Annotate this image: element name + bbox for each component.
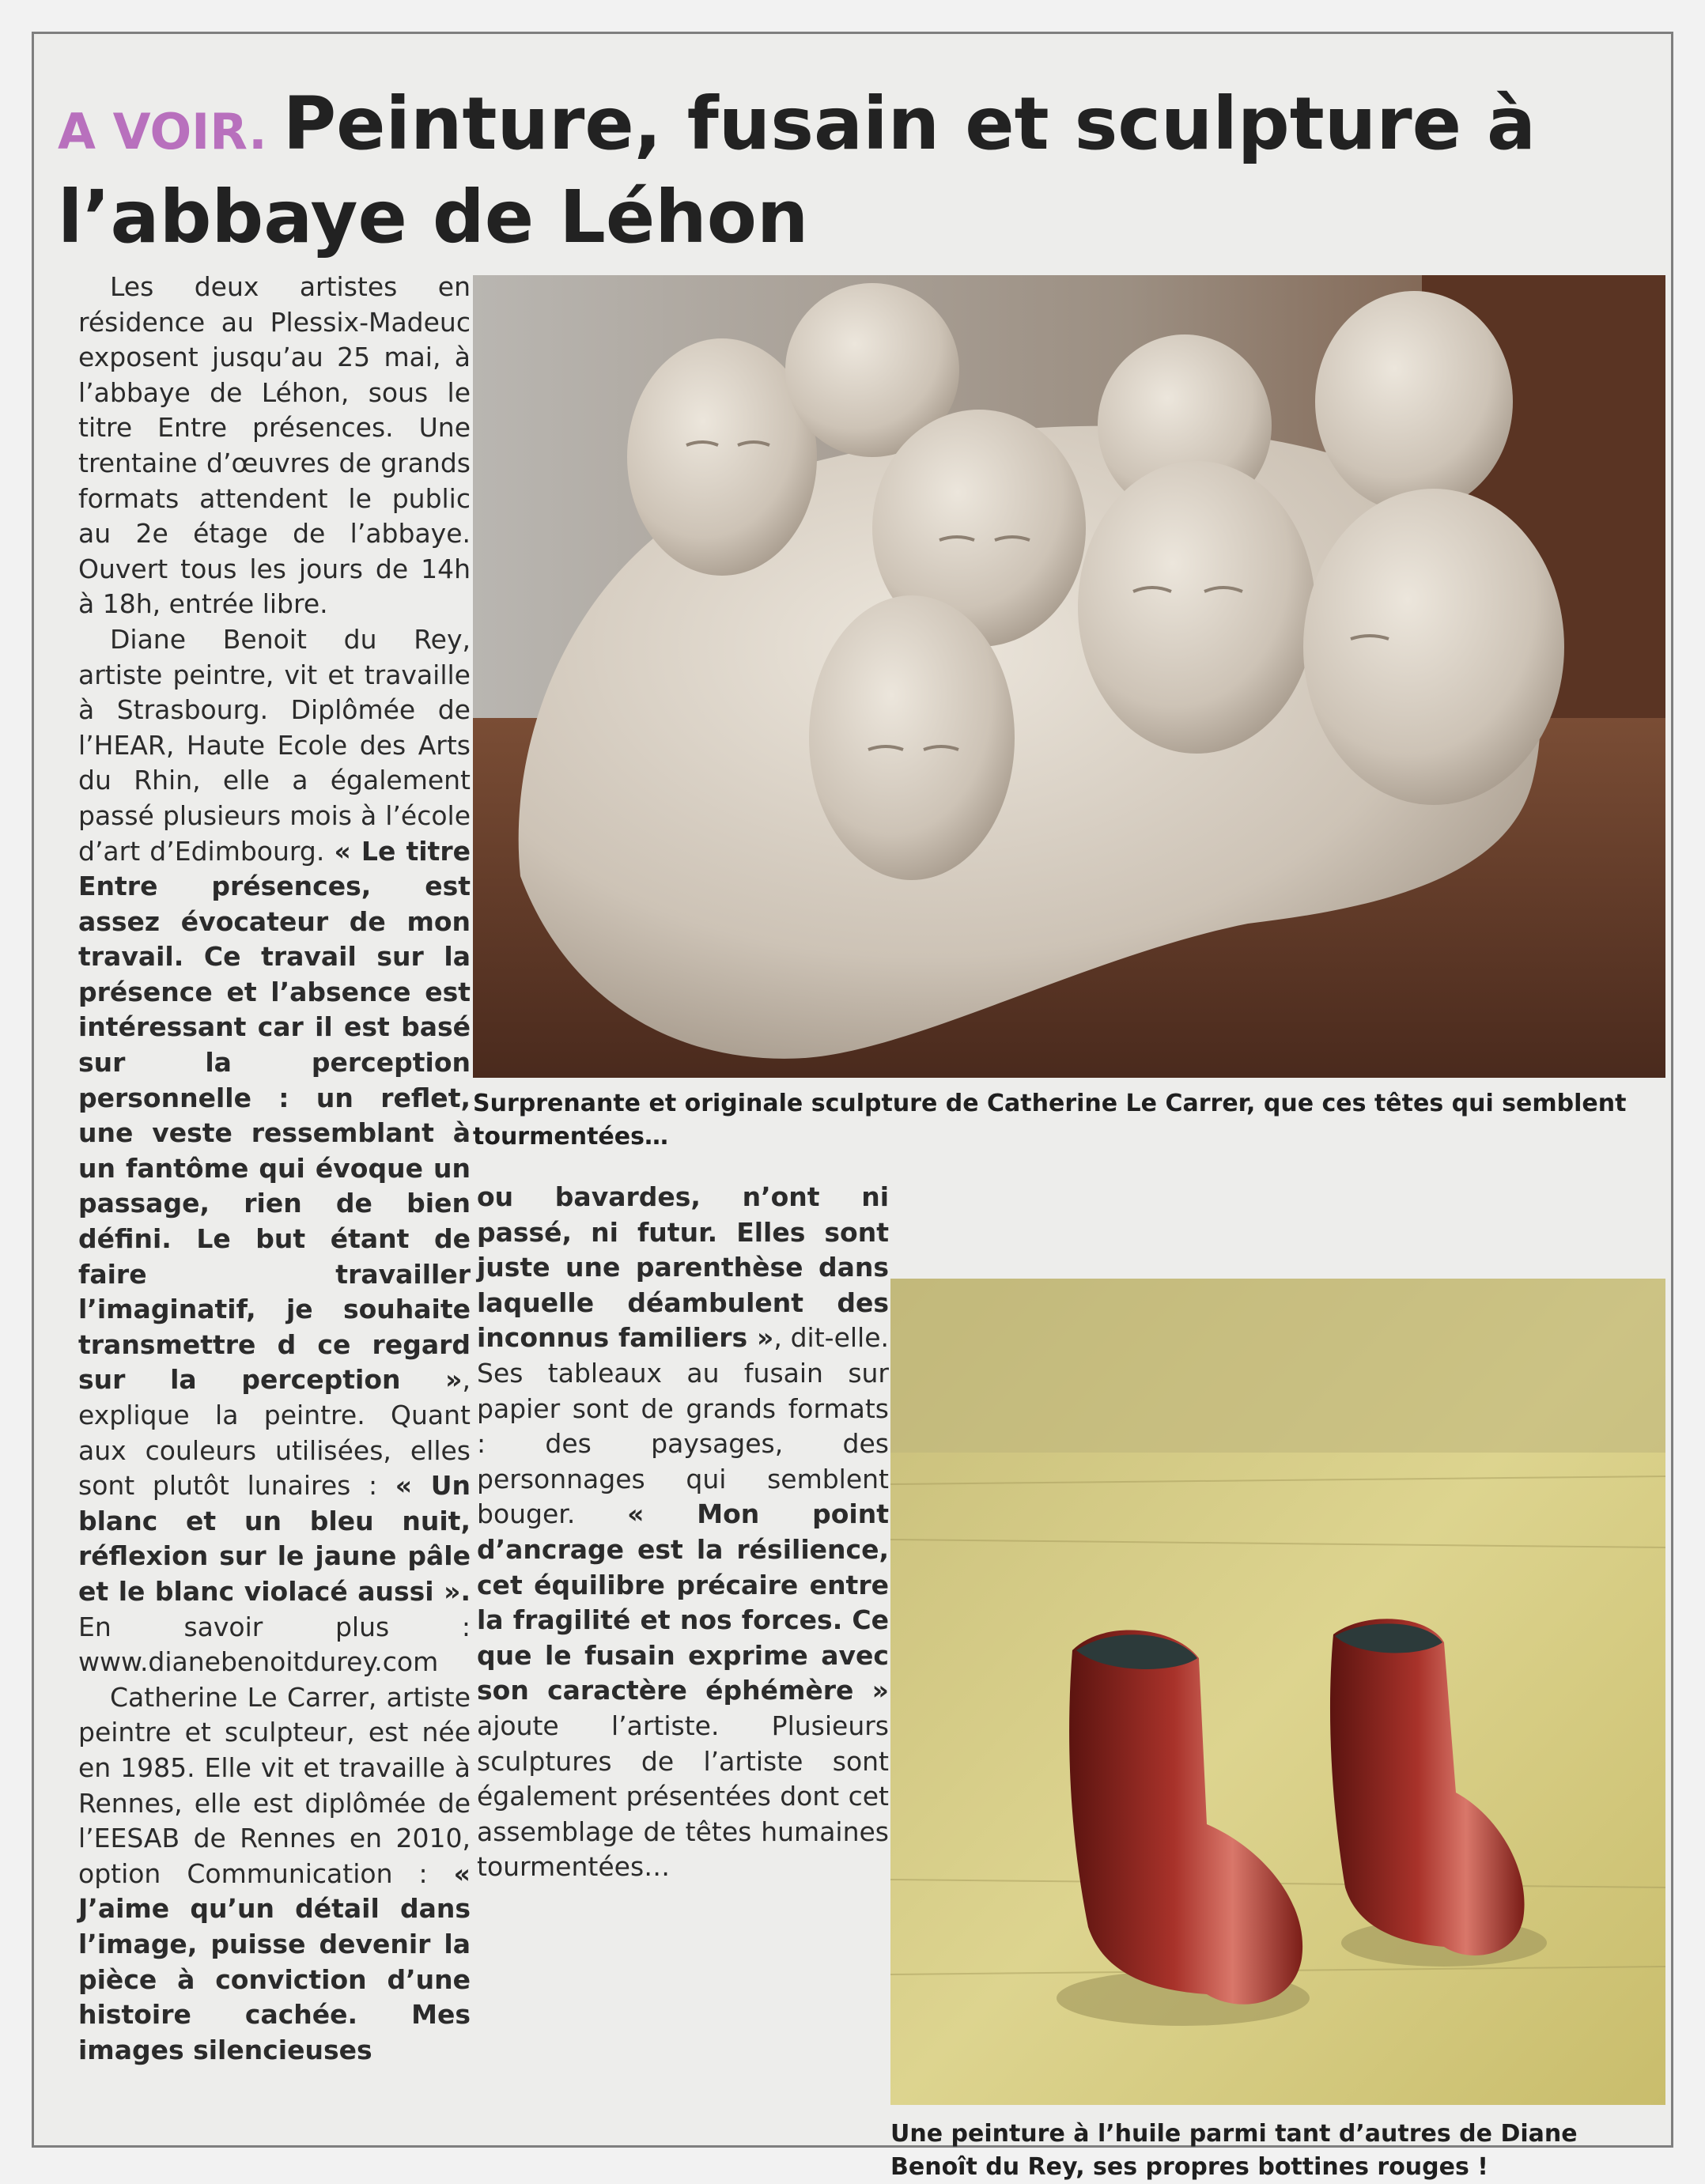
caption-painting: Une peinture à l’huile parmi tant d’autres de Diane Benoît du Rey, ses propres bottines rouges ! xyxy=(890,2120,1578,2181)
paragraph-text: En savoir plus : www.dianebenoitdurey.com xyxy=(78,1611,471,1678)
article-column-left xyxy=(78,270,471,2068)
paragraph-text: , explique la peintre. Quant aux couleurs utilisées, elles sont plutôt lunaires : xyxy=(78,1364,471,1502)
artist-name-catherine: Catherine Le Carrer, xyxy=(110,1681,377,1713)
paragraph-text: artiste peintre, vit et travaille à Strasbourg. Diplômée de l’HEAR, Haute Ecole des Arts du Rhin, elle a également passé plusieurs mois à l’école d’art d’Edimbourg. xyxy=(78,659,471,867)
paragraph-diane xyxy=(78,622,471,1680)
headline xyxy=(58,81,1560,260)
boots-painting xyxy=(890,1279,1665,2105)
quote: « Mon point d’ancrage est la résilience, cet équilibre précaire entre la fragilité et nos forces. Ce que le fusain exprime avec son caractère éphémère » xyxy=(477,1498,889,1706)
paragraph-intro: Les deux artistes en résidence au Plessix-Madeuc exposent jusqu’au 25 mai, à l’abbaye de Léhon, sous le titre Entre présences. Une trentaine d’œuvres de grands formats attendent le public au 2e étage de l’abbaye. Ouvert tous les jours de 14h à 18h, entrée libre. xyxy=(78,271,471,620)
headline-title: Peinture, fusain et sculpture à l’abbaye de Léhon xyxy=(58,81,1537,259)
paragraph-catherine xyxy=(78,1680,471,2069)
sculpture-photo xyxy=(473,275,1665,1078)
quote: « Un blanc et un bleu nuit, réflexion sur le jaune pâle et le blanc violacé aussi ». xyxy=(78,1470,471,1607)
paragraph-continuation xyxy=(477,1180,889,1885)
caption-sculpture: Surprenante et originale sculpture de Catherine Le Carrer, que ces têtes qui semblent tourmentées… xyxy=(473,1090,1627,1151)
newspaper-page xyxy=(32,32,1673,2181)
quote: « Le titre Entre présences, est assez évocateur de mon travail. Ce travail sur la présence et l’absence est intéressant car il est basé sur la perception personnelle : un reflet, une veste ressemblant à un fantôme qui évoque un passage, rien de bien défini. Le but étant de faire travailler l’imaginatif, je souhaite transmettre d ce regard sur la perception » xyxy=(78,835,471,1396)
artist-name-diane: Diane Benoit du Rey, xyxy=(110,623,471,655)
paragraph-text: , dit-elle. Ses tableaux au fusain sur papier sont de grands formats : des paysages, des personnages qui semblent bouger. xyxy=(477,1322,890,1530)
quote: « J’aime qu’un détail dans l’image, puisse devenir la pièce à conviction d’une histoire cachée. Mes images silencieuses xyxy=(78,1857,471,2065)
kicker: A VOIR. xyxy=(58,103,267,161)
article-column-middle xyxy=(477,1180,889,1885)
paragraph-text: artiste peintre et sculpteur, est née en 1985. Elle vit et travaille à Rennes, elle est diplômée de l’EESAB de Rennes en 2010, option Communication : xyxy=(78,1681,471,1889)
quote: ou bavardes, n’ont ni passé, ni futur. Elles sont juste une parenthèse dans laquelle déambulent des inconnus familiers » xyxy=(477,1181,889,1354)
paragraph-text: ajoute l’artiste. Plusieurs sculptures de l’artiste sont également présentées dont cet assemblage de têtes humaines tourmentées… xyxy=(477,1710,889,1883)
